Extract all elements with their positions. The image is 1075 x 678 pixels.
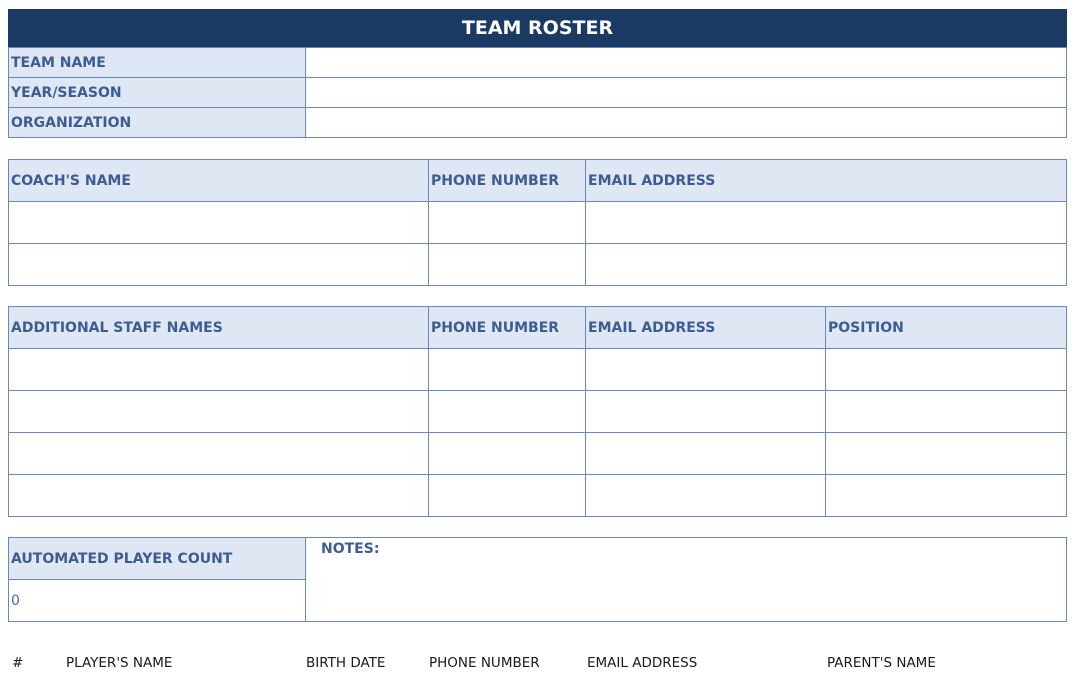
coach-name-cell[interactable] [9, 244, 429, 286]
staff-position-cell[interactable] [826, 349, 1067, 391]
year-season-label: YEAR/SEASON [9, 78, 306, 108]
staff-position-cell[interactable] [826, 475, 1067, 517]
organization-label: ORGANIZATION [9, 108, 306, 138]
notes-label: NOTES: [321, 541, 380, 557]
staff-position-cell[interactable] [826, 433, 1067, 475]
coach-phone-header: PHONE NUMBER [429, 160, 586, 202]
notes-box[interactable] [305, 537, 1067, 622]
coach-name-header: COACH'S NAME [9, 160, 429, 202]
staff-name-cell[interactable] [9, 349, 429, 391]
staff-name-cell[interactable] [9, 391, 429, 433]
staff-phone-cell[interactable] [429, 349, 586, 391]
staff-name-cell[interactable] [9, 433, 429, 475]
staff-phone-header: PHONE NUMBER [429, 307, 586, 349]
year-season-field[interactable] [306, 78, 1067, 108]
team-name-field[interactable] [306, 48, 1067, 78]
team-info-table [8, 47, 1067, 138]
birth-date-header: BIRTH DATE [306, 655, 386, 671]
staff-phone-cell[interactable] [429, 475, 586, 517]
staff-position-cell[interactable] [826, 391, 1067, 433]
staff-email-cell[interactable] [586, 391, 826, 433]
player-phone-header: PHONE NUMBER [429, 655, 540, 671]
coach-name-cell[interactable] [9, 202, 429, 244]
player-name-header: PLAYER'S NAME [66, 655, 173, 671]
staff-phone-cell[interactable] [429, 433, 586, 475]
staff-position-header: POSITION [826, 307, 1067, 349]
staff-email-cell[interactable] [586, 433, 826, 475]
player-count-value: 0 [9, 580, 306, 622]
coach-phone-cell[interactable] [429, 202, 586, 244]
team-name-label: TEAM NAME [9, 48, 306, 78]
parent-name-header: PARENT'S NAME [827, 655, 936, 671]
staff-name-header: ADDITIONAL STAFF NAMES [9, 307, 429, 349]
notes-field[interactable] [321, 562, 1051, 617]
staff-email-cell[interactable] [586, 349, 826, 391]
player-email-header: EMAIL ADDRESS [587, 655, 698, 671]
staff-email-header: EMAIL ADDRESS [586, 307, 826, 349]
player-count-box [8, 537, 306, 622]
staff-table [8, 306, 1067, 517]
coach-email-cell[interactable] [586, 244, 1067, 286]
player-number-header: # [12, 655, 24, 671]
player-count-label: AUTOMATED PLAYER COUNT [9, 538, 306, 580]
organization-field[interactable] [306, 108, 1067, 138]
coach-email-header: EMAIL ADDRESS [586, 160, 1067, 202]
staff-phone-cell[interactable] [429, 391, 586, 433]
staff-email-cell[interactable] [586, 475, 826, 517]
coach-phone-cell[interactable] [429, 244, 586, 286]
coach-email-cell[interactable] [586, 202, 1067, 244]
staff-name-cell[interactable] [9, 475, 429, 517]
page-title: TEAM ROSTER [8, 9, 1067, 47]
coaches-table [8, 159, 1067, 286]
